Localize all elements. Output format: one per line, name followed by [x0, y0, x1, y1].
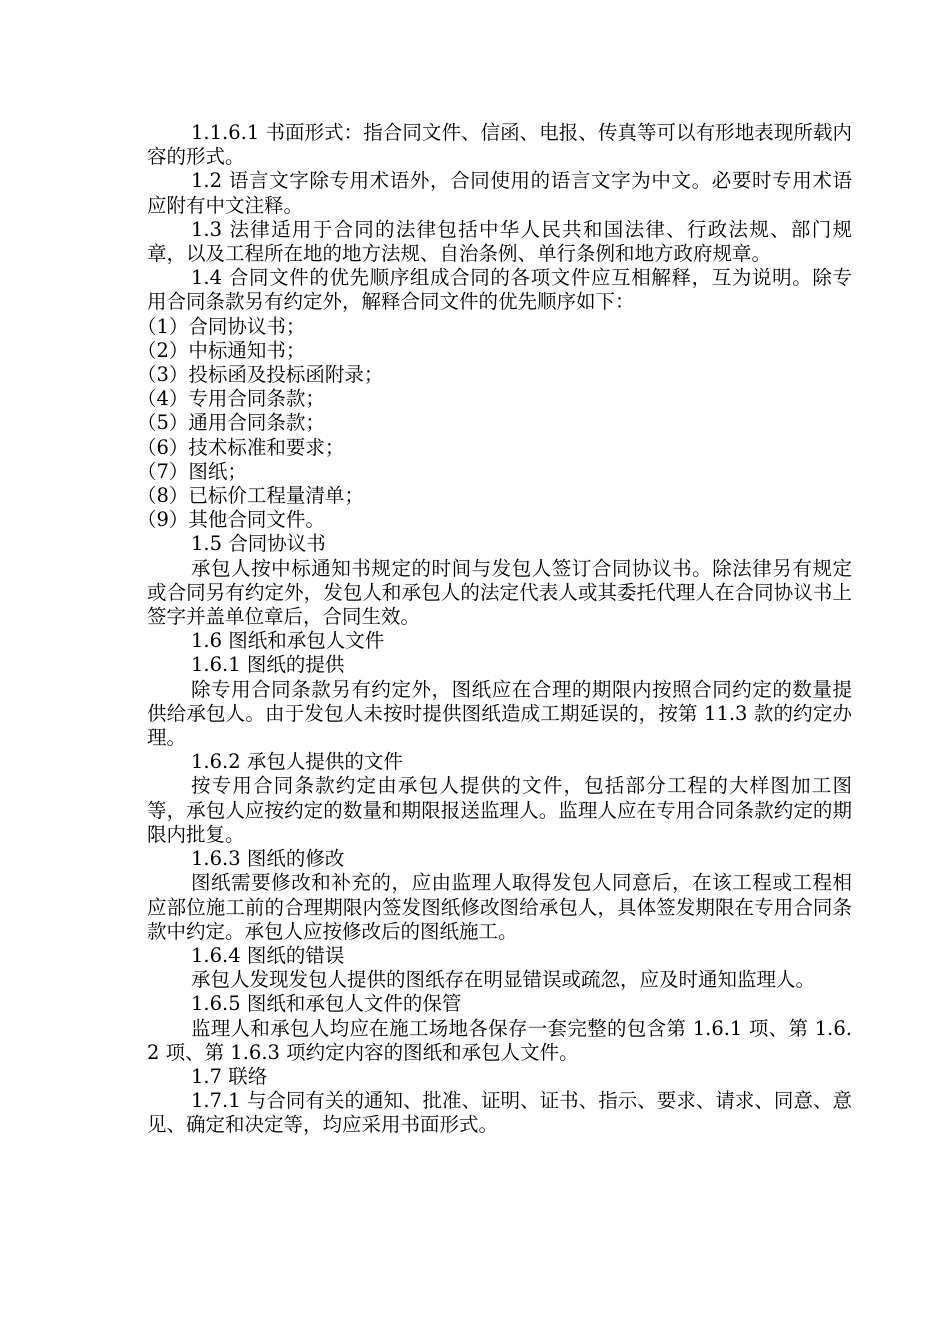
- heading-1-6-5: 1.6.5 图纸和承包人文件的保管: [191, 992, 462, 1016]
- heading-1-6-1: 1.6.1 图纸的提供: [191, 653, 345, 677]
- clause-1-6-4-body: 承包人发现发包人提供的图纸存在明显错误或疏忽，应及时通知监理人。: [191, 968, 816, 992]
- list-item: （6）技术标准和要求；: [137, 435, 345, 459]
- list-item: （9）其他合同文件。: [137, 508, 325, 532]
- list-item: （2）中标通知书；: [137, 338, 306, 362]
- clause-1-7-1: 1.7.1 与合同有关的通知、批准、证明、证书、指示、要求、请求、同意、意见、确定和决定等，均应采用书面形式。: [147, 1089, 852, 1137]
- clause-1-2: 1.2 语言文字除专用术语外，合同使用的语言文字为中文。必要时专用术语应附有中文注释。: [147, 169, 852, 217]
- clause-1-4: 1.4 合同文件的优先顺序组成合同的各项文件应互相解释，互为说明。除专用合同条款另有约定外，解释合同文件的优先顺序如下：: [147, 266, 852, 314]
- list-item: （1）合同协议书；: [137, 314, 306, 338]
- heading-1-5: 1.5 合同协议书: [191, 532, 326, 556]
- clause-1-1-6-1: 1.1.6.1 书面形式：指合同文件、信函、电报、传真等可以有形地表现所载内容的形式。: [147, 121, 852, 169]
- list-item: （3）投标函及投标函附录；: [137, 363, 384, 387]
- list-item: （7）图纸；: [137, 459, 247, 483]
- document-page: [137, 121, 852, 1138]
- clause-1-6-2-body: 按专用合同条款约定由承包人提供的文件，包括部分工程的大样图加工图等，承包人应按约定的数量和期限报送监理人。监理人应在专用合同条款约定的期限内批复。: [147, 774, 852, 846]
- list-item: （8）已标价工程量清单；: [137, 484, 364, 508]
- clause-1-6-3-body: 图纸需要修改和补充的，应由监理人取得发包人同意后，在该工程或工程相应部位施工前的合理期限内签发图纸修改图给承包人，具体签发期限在专用合同条款中约定。承包人应按修改后的图纸施工。: [147, 871, 852, 943]
- list-item: （5）通用合同条款；: [137, 411, 325, 435]
- clause-1-5-body: 承包人按中标通知书规定的时间与发包人签订合同协议书。除法律另有规定或合同另有约定外，发包人和承包人的法定代表人或其委托代理人在合同协议书上签字并盖单位章后，合同生效。: [147, 556, 852, 629]
- heading-1-6: 1.6 图纸和承包人文件: [191, 629, 385, 653]
- heading-1-6-4: 1.6.4 图纸的错误: [191, 943, 345, 967]
- list-item: （4）专用合同条款；: [137, 387, 325, 411]
- clause-1-6-5-body: 监理人和承包人均应在施工场地各保存一套完整的包含第 1.6.1 项、第 1.6.2 项、第 1.6.3 项约定内容的图纸和承包人文件。: [147, 1016, 852, 1064]
- heading-1-6-3: 1.6.3 图纸的修改: [191, 847, 345, 871]
- heading-1-7: 1.7 联络: [191, 1064, 268, 1088]
- clause-1-6-1-body: 除专用合同条款另有约定外，图纸应在合理的期限内按照合同约定的数量提供给承包人。由于发包人未按时提供图纸造成工期延误的，按第 11.3 款的约定办理。: [147, 677, 852, 750]
- clause-1-3: 1.3 法律适用于合同的法律包括中华人民共和国法律、行政法规、部门规章，以及工程所在地的地方法规、自治条例、单行条例和地方政府规章。: [147, 217, 852, 266]
- heading-1-6-2: 1.6.2 承包人提供的文件: [191, 750, 403, 774]
